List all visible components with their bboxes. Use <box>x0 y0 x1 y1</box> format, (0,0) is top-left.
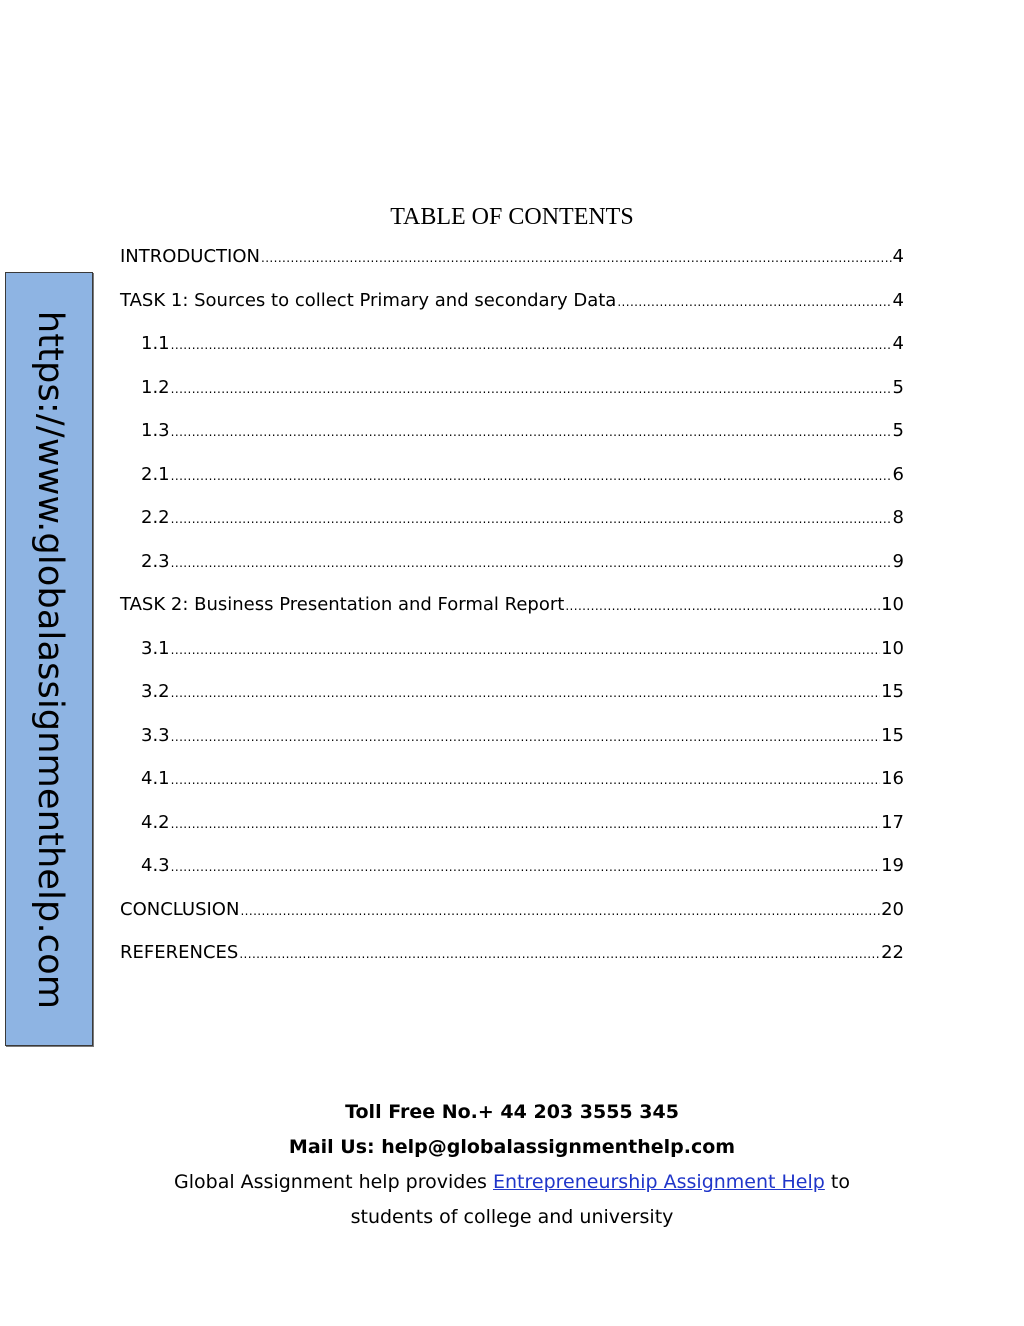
toc-entry-page-number: 16 <box>881 768 904 789</box>
toc-entry[interactable] <box>120 898 904 922</box>
toc-entry-page-number: 4 <box>892 290 904 311</box>
toc-dot-leader <box>171 551 892 575</box>
mail-address: Mail Us: help@globalassignmenthelp.com <box>288 1136 736 1158</box>
toc-subentry[interactable] <box>141 506 904 530</box>
toc-entry-page-number: 17 <box>881 812 904 833</box>
toc-entry-label: 4.1 <box>141 768 170 789</box>
toc-entry-label: REFERENCES <box>120 942 239 963</box>
toc-entry-label: INTRODUCTION <box>120 246 260 267</box>
toc-entry-page-number: 10 <box>881 638 904 659</box>
toc-entry-page-number: 8 <box>892 507 904 528</box>
toc-subentry[interactable] <box>141 376 904 400</box>
toc-entry-label: 3.2 <box>141 681 170 702</box>
toc-entry[interactable] <box>120 245 904 269</box>
footer-provides-suffix: to <box>824 1171 850 1193</box>
toc-entry-label: 1.1 <box>141 333 170 354</box>
toc-dot-leader <box>171 638 880 662</box>
toc-dot-leader <box>171 507 892 531</box>
footer-provides-line <box>0 1165 1024 1200</box>
toc-dot-leader <box>171 681 880 705</box>
toc-dot-leader <box>171 464 892 488</box>
site-url-text: https://www.globalassignmenthelp.com <box>30 310 70 1010</box>
toc-entry-page-number: 10 <box>881 594 904 615</box>
toc-entry-page-number: 4 <box>892 246 904 267</box>
toc-entry-label: 4.2 <box>141 812 170 833</box>
toc-dot-leader <box>239 942 880 966</box>
toc-subentry[interactable] <box>141 332 904 356</box>
toc-dot-leader <box>565 594 880 618</box>
toc-subentry[interactable] <box>141 419 904 443</box>
toc-entry-label: 1.3 <box>141 420 170 441</box>
toc-entry-label: 4.3 <box>141 855 170 876</box>
toc-subentry[interactable] <box>141 811 904 835</box>
toc-entry-page-number: 15 <box>881 681 904 702</box>
toc-title: TABLE OF CONTENTS <box>390 204 634 230</box>
toc-subentry[interactable] <box>141 463 904 487</box>
entrepreneurship-assignment-help-link[interactable]: Entrepreneurship Assignment Help <box>492 1171 825 1193</box>
toc-subentry[interactable] <box>141 767 904 791</box>
toc-entry[interactable] <box>120 289 904 313</box>
toc-entry-label: CONCLUSION <box>120 899 240 920</box>
toc-entry-page-number: 22 <box>881 942 904 963</box>
toc-entry-label: TASK 2: Business Presentation and Formal Report <box>120 594 565 615</box>
footer-students-line: students of college and university <box>350 1206 674 1228</box>
toc-entry-page-number: 5 <box>892 377 904 398</box>
toc-entry-label: 3.1 <box>141 638 170 659</box>
toc-dot-leader <box>171 725 880 749</box>
toc-subentry[interactable] <box>141 724 904 748</box>
toc-dot-leader <box>171 855 880 879</box>
toc-subentry[interactable] <box>141 854 904 878</box>
toc-subentry[interactable] <box>141 550 904 574</box>
toc-entry-page-number: 15 <box>881 725 904 746</box>
toc-entry-page-number: 19 <box>881 855 904 876</box>
toc-dot-leader <box>240 899 880 923</box>
toc-entry-page-number: 4 <box>892 333 904 354</box>
side-url-banner <box>5 272 93 1046</box>
toc-dot-leader <box>617 290 891 314</box>
toll-free-number: Toll Free No.+ 44 203 3555 345 <box>345 1101 679 1123</box>
toc-dot-leader <box>171 377 892 401</box>
toc-dot-leader <box>171 420 892 444</box>
toc-subentry[interactable] <box>141 637 904 661</box>
toc-entry-label: 2.3 <box>141 551 170 572</box>
toc-entry-label: 2.2 <box>141 507 170 528</box>
toc-entry-page-number: 6 <box>892 464 904 485</box>
toc-entry-page-number: 9 <box>892 551 904 572</box>
toc-dot-leader <box>261 246 892 270</box>
toc-entry-label: 2.1 <box>141 464 170 485</box>
toc-entry[interactable] <box>120 593 904 617</box>
footer-provides-prefix: Global Assignment help provides <box>174 1171 493 1193</box>
toc-entry-label: 1.2 <box>141 377 170 398</box>
toc-entry-page-number: 20 <box>881 899 904 920</box>
toc-entry[interactable] <box>120 941 904 965</box>
toc-entry-label: TASK 1: Sources to collect Primary and secondary Data <box>120 290 617 311</box>
toc-dot-leader <box>171 333 892 357</box>
toc-subentry[interactable] <box>141 680 904 704</box>
toc-dot-leader <box>171 768 880 792</box>
toc-dot-leader <box>171 812 880 836</box>
toc-entry-page-number: 5 <box>892 420 904 441</box>
toc-entry-label: 3.3 <box>141 725 170 746</box>
